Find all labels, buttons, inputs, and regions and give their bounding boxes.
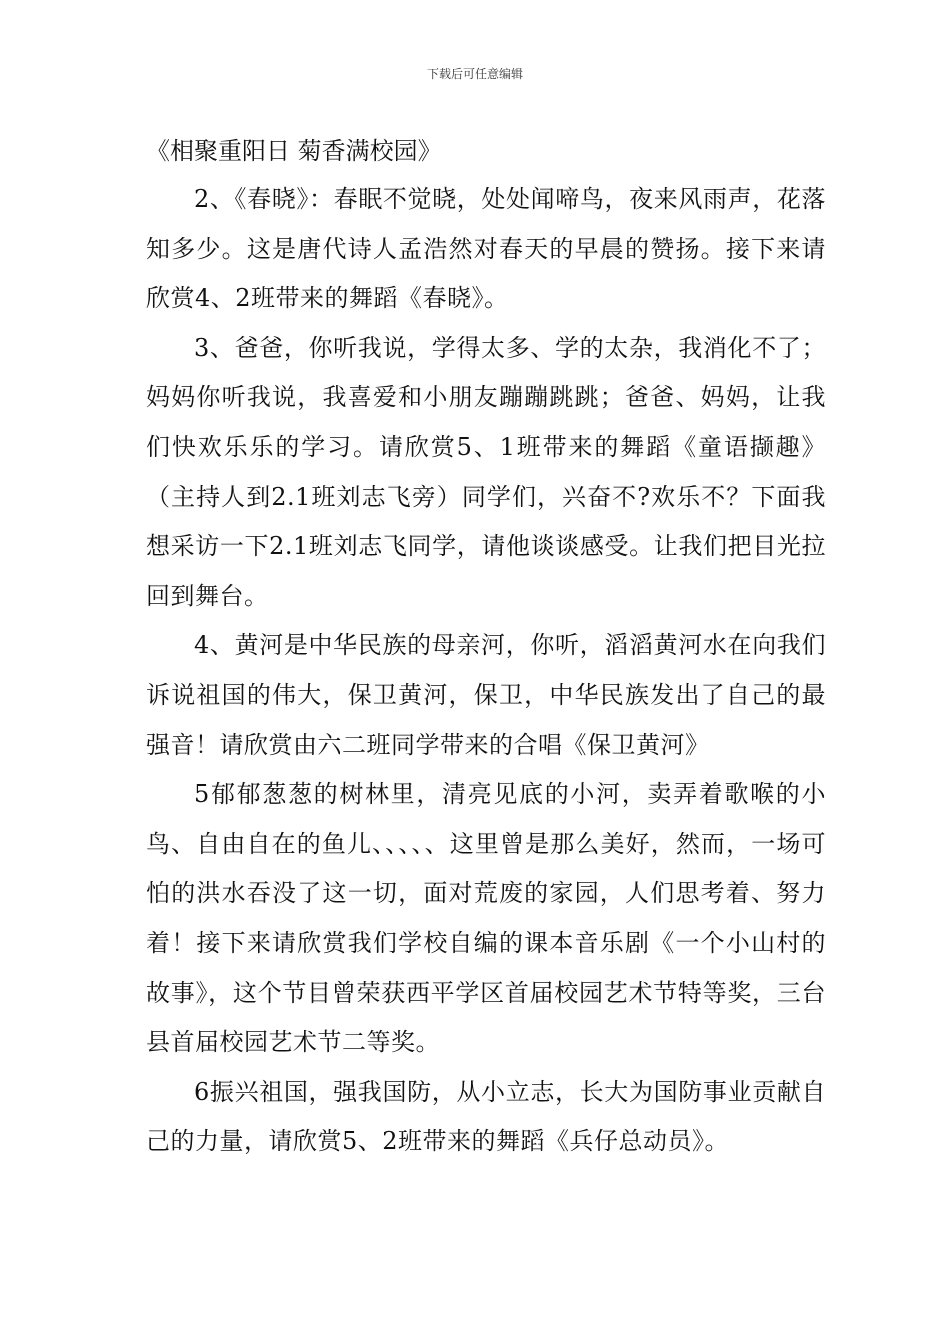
paragraph-3: 3、爸爸，你听我说，学得太多、学的太杂，我消化不了；妈妈你听我说，我喜爱和小朋友蹦蹦跳跳；爸爸、妈妈，让我们快欢乐乐的学习。请欣赏5、1班带来的舞蹈《童语撷趣》（主持人到2.1班刘志飞旁）同学们，兴奋不?欢乐不？下面我想采访一下2.1班刘志飞同学，请他谈谈感受。让我们把目光拉回到舞台。 bbox=[146, 333, 826, 610]
paragraph-4: 4、黄河是中华民族的母亲河，你听，滔滔黄河水在向我们诉说祖国的伟大，保卫黄河，保卫，中华民族发出了自己的最强音！请欣赏由六二班同学带来的合唱《保卫黄河》 bbox=[146, 631, 826, 759]
paragraph-6: 6振兴祖国，强我国防，从小立志，长大为国防事业贡献自己的力量，请欣赏5、2班带来的舞蹈《兵仔总动员》。 bbox=[146, 1077, 826, 1156]
paragraph-5: 5郁郁葱葱的树林里，清亮见底的小河，卖弄着歌喉的小鸟、自由自在的鱼儿、、、、、这里曾是那么美好，然而，一场可怕的洪水吞没了这一切，面对荒废的家园，人们思考着、努力着！接下来请欣赏我们学校自编的课本音乐剧《一个小山村的故事》，这个节目曾荣获西平学区首届校园艺术节特等奖，三台县首届校园艺术节二等奖。 bbox=[146, 780, 826, 1057]
paragraph-2: 2、《春晓》：春眠不觉晓，处处闻啼鸟，夜来风雨声，花落知多少。这是唐代诗人孟浩然对春天的早晨的赞扬。接下来请欣赏4、2班带来的舞蹈《春晓》。 bbox=[146, 185, 826, 313]
page-header: 下载后可任意编辑 bbox=[426, 67, 523, 81]
document-body bbox=[146, 127, 826, 1167]
document-title: 《相聚重阳日 菊香满校园》 bbox=[146, 137, 442, 165]
